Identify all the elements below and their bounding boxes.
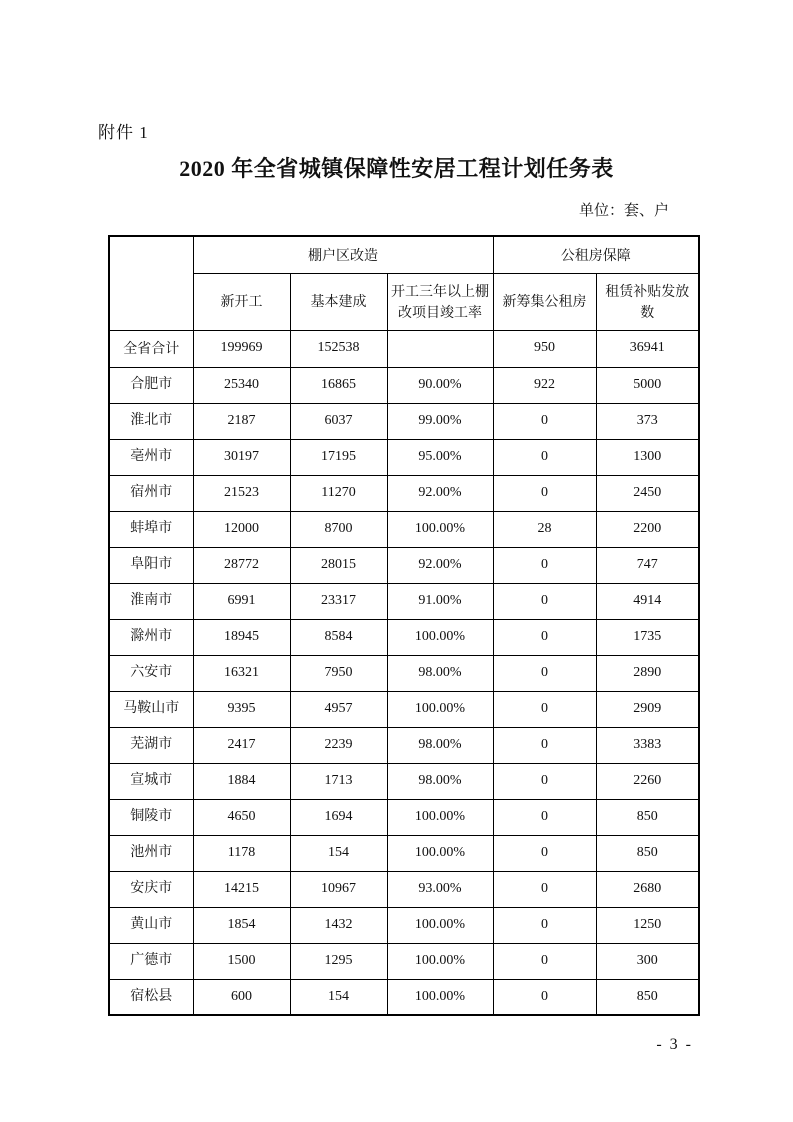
region-cell: 马鞍山市 <box>109 691 193 727</box>
value-cell: 12000 <box>193 511 290 547</box>
value-cell: 199969 <box>193 330 290 367</box>
value-cell: 152538 <box>290 330 387 367</box>
value-cell: 100.00% <box>387 619 493 655</box>
attachment-label: 附件 1 <box>98 123 149 142</box>
value-cell: 18945 <box>193 619 290 655</box>
value-cell: 14215 <box>193 871 290 907</box>
value-cell: 98.00% <box>387 727 493 763</box>
region-cell: 黄山市 <box>109 907 193 943</box>
col-header-basically-completed: 基本建成 <box>290 273 387 330</box>
col-header-new-starts: 新开工 <box>193 273 290 330</box>
region-cell: 淮南市 <box>109 583 193 619</box>
col-group-public-rental-housing: 公租房保障 <box>493 236 699 273</box>
value-cell: 28015 <box>290 547 387 583</box>
task-table <box>108 235 700 1016</box>
table-row <box>109 943 699 979</box>
value-cell: 28 <box>493 511 596 547</box>
table-row <box>109 763 699 799</box>
value-cell: 2909 <box>596 691 699 727</box>
region-cell: 宣城市 <box>109 763 193 799</box>
table-row <box>109 655 699 691</box>
value-cell: 95.00% <box>387 439 493 475</box>
total-row <box>109 330 699 367</box>
value-cell: 98.00% <box>387 763 493 799</box>
value-cell: 2200 <box>596 511 699 547</box>
col-group-shantytown-renovation: 棚户区改造 <box>193 236 493 273</box>
value-cell: 28772 <box>193 547 290 583</box>
value-cell: 10967 <box>290 871 387 907</box>
value-cell: 90.00% <box>387 367 493 403</box>
value-cell: 2239 <box>290 727 387 763</box>
value-cell: 850 <box>596 979 699 1015</box>
value-cell: 100.00% <box>387 943 493 979</box>
table-row <box>109 439 699 475</box>
region-cell: 亳州市 <box>109 439 193 475</box>
table-row <box>109 727 699 763</box>
value-cell: 17195 <box>290 439 387 475</box>
value-cell: 92.00% <box>387 547 493 583</box>
value-cell: 4650 <box>193 799 290 835</box>
header-columns-row <box>109 273 699 330</box>
value-cell: 0 <box>493 547 596 583</box>
region-cell: 六安市 <box>109 655 193 691</box>
table-row <box>109 799 699 835</box>
table-row <box>109 475 699 511</box>
value-cell: 0 <box>493 727 596 763</box>
value-cell: 7950 <box>290 655 387 691</box>
value-cell: 950 <box>493 330 596 367</box>
value-cell: 2680 <box>596 871 699 907</box>
value-cell: 91.00% <box>387 583 493 619</box>
value-cell: 0 <box>493 907 596 943</box>
value-cell <box>387 330 493 367</box>
value-cell: 0 <box>493 403 596 439</box>
value-cell: 747 <box>596 547 699 583</box>
value-cell: 1432 <box>290 907 387 943</box>
value-cell: 0 <box>493 763 596 799</box>
value-cell: 4914 <box>596 583 699 619</box>
value-cell: 1713 <box>290 763 387 799</box>
value-cell: 2890 <box>596 655 699 691</box>
region-header-cell <box>109 236 193 330</box>
value-cell: 300 <box>596 943 699 979</box>
value-cell: 99.00% <box>387 403 493 439</box>
table-row <box>109 547 699 583</box>
table-row <box>109 979 699 1015</box>
value-cell: 2417 <box>193 727 290 763</box>
region-cell: 宿松县 <box>109 979 193 1015</box>
value-cell: 0 <box>493 583 596 619</box>
region-cell: 滁州市 <box>109 619 193 655</box>
unit-note: 单位：套、户 <box>578 203 669 219</box>
value-cell: 0 <box>493 835 596 871</box>
value-cell: 0 <box>493 799 596 835</box>
value-cell: 23317 <box>290 583 387 619</box>
value-cell: 1854 <box>193 907 290 943</box>
col-header-rent-subsidies: 租赁补贴发放数 <box>596 273 699 330</box>
region-cell: 宿州市 <box>109 475 193 511</box>
value-cell: 4957 <box>290 691 387 727</box>
region-cell: 池州市 <box>109 835 193 871</box>
value-cell: 100.00% <box>387 907 493 943</box>
value-cell: 1500 <box>193 943 290 979</box>
value-cell: 16865 <box>290 367 387 403</box>
value-cell: 600 <box>193 979 290 1015</box>
value-cell: 93.00% <box>387 871 493 907</box>
value-cell: 0 <box>493 979 596 1015</box>
table-row <box>109 511 699 547</box>
value-cell: 1295 <box>290 943 387 979</box>
value-cell: 8584 <box>290 619 387 655</box>
table-row <box>109 367 699 403</box>
header-group-row <box>109 236 699 273</box>
value-cell: 1735 <box>596 619 699 655</box>
region-cell: 芜湖市 <box>109 727 193 763</box>
value-cell: 850 <box>596 835 699 871</box>
region-cell: 合肥市 <box>109 367 193 403</box>
value-cell: 16321 <box>193 655 290 691</box>
table-row <box>109 907 699 943</box>
value-cell: 9395 <box>193 691 290 727</box>
table-row <box>109 619 699 655</box>
value-cell: 100.00% <box>387 691 493 727</box>
page-title: 2020 年全省城镇保障性安居工程计划任务表 <box>179 156 614 181</box>
value-cell: 11270 <box>290 475 387 511</box>
value-cell: 0 <box>493 871 596 907</box>
table-row <box>109 403 699 439</box>
value-cell: 6991 <box>193 583 290 619</box>
value-cell: 100.00% <box>387 511 493 547</box>
value-cell: 1884 <box>193 763 290 799</box>
table-row <box>109 583 699 619</box>
value-cell: 1300 <box>596 439 699 475</box>
value-cell: 2450 <box>596 475 699 511</box>
table-row <box>109 691 699 727</box>
value-cell: 98.00% <box>387 655 493 691</box>
value-cell: 154 <box>290 835 387 871</box>
region-cell: 广德市 <box>109 943 193 979</box>
value-cell: 922 <box>493 367 596 403</box>
value-cell: 0 <box>493 691 596 727</box>
col-header-completion-rate: 开工三年以上棚改项目竣工率 <box>387 273 493 330</box>
value-cell: 0 <box>493 439 596 475</box>
region-cell: 全省合计 <box>109 330 193 367</box>
value-cell: 154 <box>290 979 387 1015</box>
col-header-new-public-rental: 新筹集公租房 <box>493 273 596 330</box>
table-row <box>109 835 699 871</box>
value-cell: 100.00% <box>387 835 493 871</box>
value-cell: 6037 <box>290 403 387 439</box>
table-body <box>109 330 699 1015</box>
value-cell: 1250 <box>596 907 699 943</box>
value-cell: 25340 <box>193 367 290 403</box>
value-cell: 0 <box>493 655 596 691</box>
value-cell: 373 <box>596 403 699 439</box>
page-number: - 3 - <box>656 1036 693 1053</box>
region-cell: 阜阳市 <box>109 547 193 583</box>
value-cell: 2260 <box>596 763 699 799</box>
region-cell: 安庆市 <box>109 871 193 907</box>
value-cell: 0 <box>493 943 596 979</box>
value-cell: 2187 <box>193 403 290 439</box>
value-cell: 21523 <box>193 475 290 511</box>
value-cell: 0 <box>493 619 596 655</box>
value-cell: 36941 <box>596 330 699 367</box>
value-cell: 8700 <box>290 511 387 547</box>
value-cell: 92.00% <box>387 475 493 511</box>
value-cell: 100.00% <box>387 799 493 835</box>
value-cell: 30197 <box>193 439 290 475</box>
value-cell: 100.00% <box>387 979 493 1015</box>
value-cell: 3383 <box>596 727 699 763</box>
value-cell: 0 <box>493 475 596 511</box>
region-cell: 铜陵市 <box>109 799 193 835</box>
value-cell: 850 <box>596 799 699 835</box>
value-cell: 1178 <box>193 835 290 871</box>
table-row <box>109 871 699 907</box>
value-cell: 5000 <box>596 367 699 403</box>
value-cell: 1694 <box>290 799 387 835</box>
region-cell: 蚌埠市 <box>109 511 193 547</box>
region-cell: 淮北市 <box>109 403 193 439</box>
